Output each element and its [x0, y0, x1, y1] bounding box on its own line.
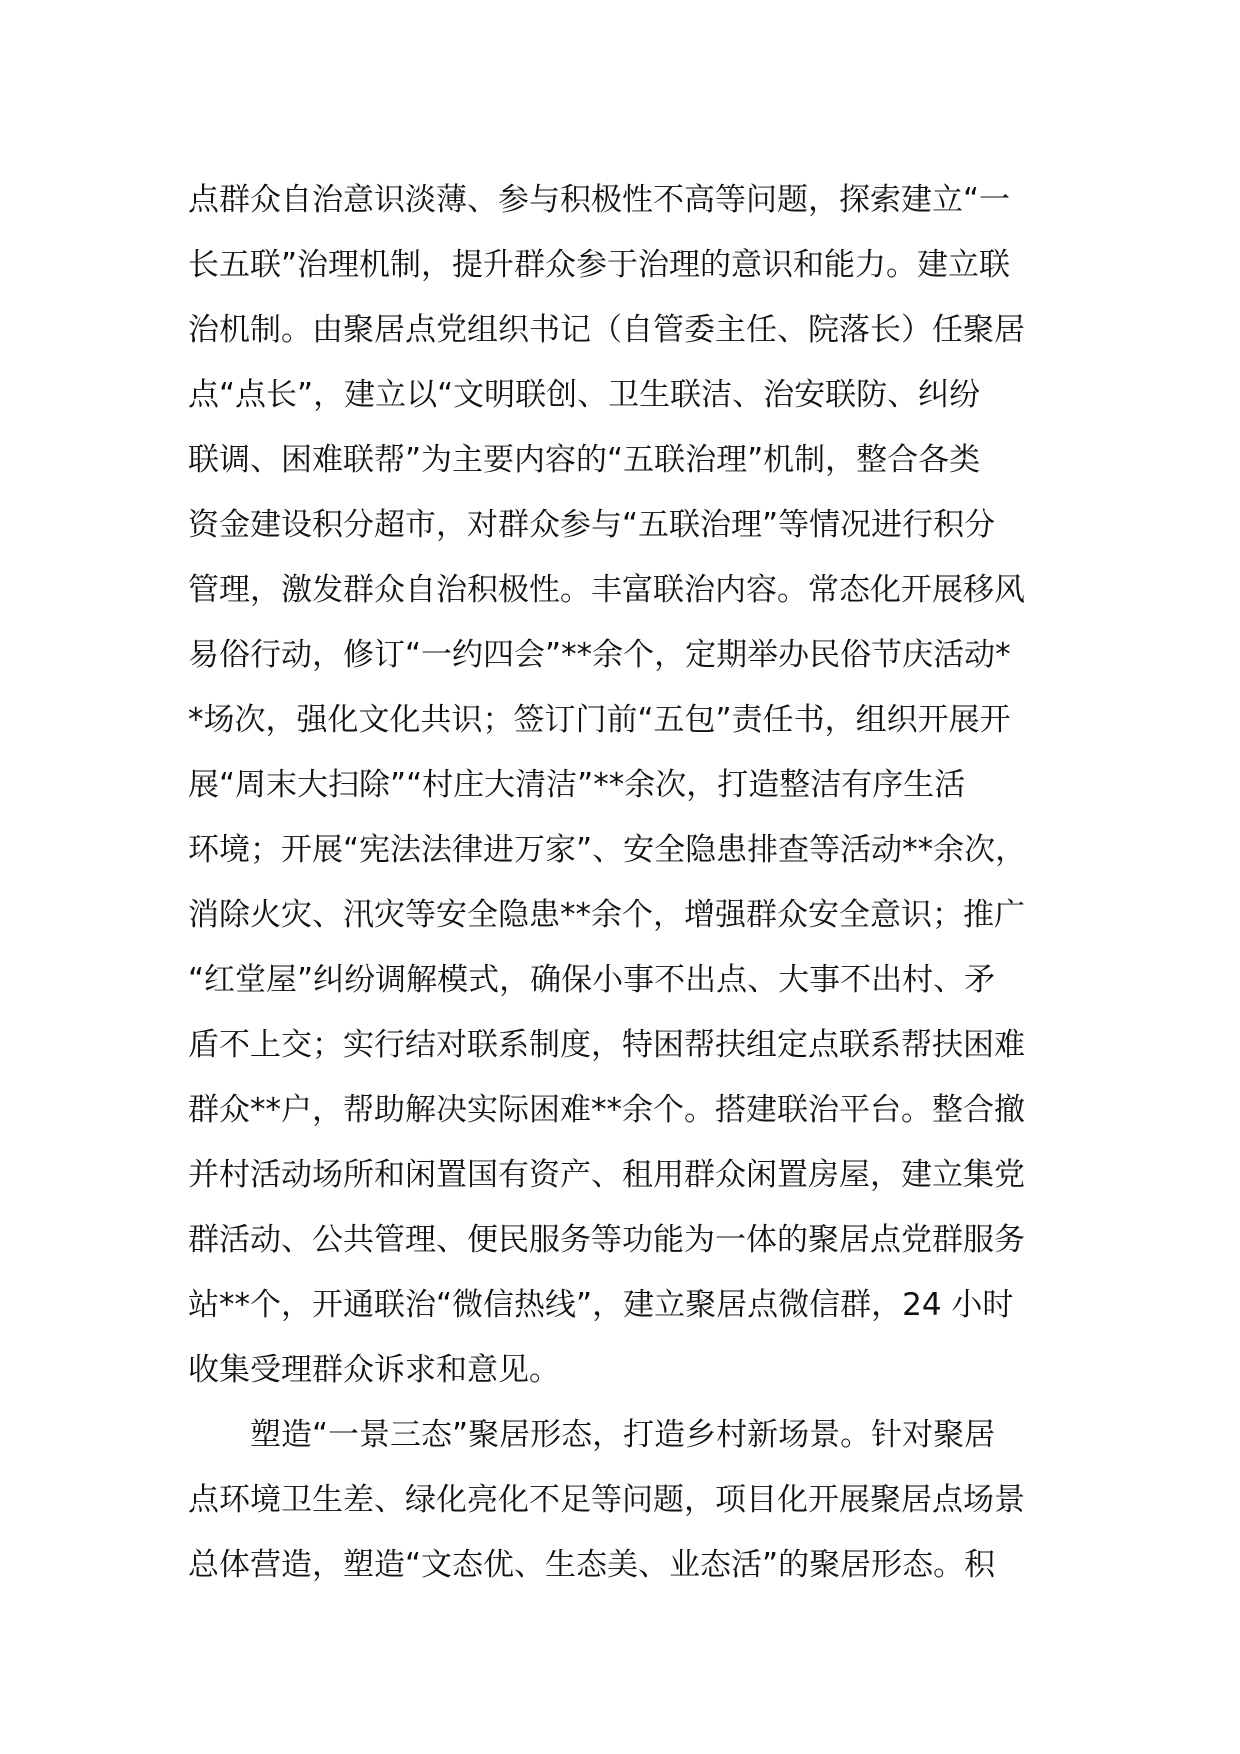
paragraph-1: [188, 168, 1068, 1403]
text-line: 资金建设积分超市，对群众参与“五联治理”等情况进行积分: [188, 507, 996, 543]
text-line: 展“周末大扫除”“村庄大清洁”**余次，打造整洁有序生活: [188, 767, 966, 803]
paragraph-2: [188, 1403, 1068, 1598]
text-line: 群活动、公共管理、便民服务等功能为一体的聚居点党群服务: [188, 1222, 1025, 1258]
text-line: *场次，强化文化共识；签订门前“五包”责任书，组织开展开: [188, 702, 1011, 738]
text-line: 并村活动场所和闲置国有资产、租用群众闲置房屋，建立集党: [188, 1157, 1025, 1193]
text-line: 塑造“一景三态”聚居形态，打造乡村新场景。针对聚居: [250, 1417, 996, 1453]
text-line: 长五联”治理机制，提升群众参于治理的意识和能力。建立联: [188, 247, 1011, 283]
text-line: 站**个，开通联治“微信热线”，建立聚居点微信群，24 小时: [188, 1287, 1014, 1323]
text-line: 联调、困难联帮”为主要内容的“五联治理”机制，整合各类: [188, 442, 981, 478]
text-line: 环境；开展“宪法法律进万家”、安全隐患排查等活动**余次，: [188, 832, 1027, 868]
text-line: 总体营造，塑造“文态优、生态美、业态活”的聚居形态。积: [188, 1547, 996, 1583]
text-line: 群众**户，帮助解决实际困难**余个。搭建联治平台。整合撤: [188, 1092, 1025, 1128]
text-line: 易俗行动，修订“一约四会”**余个，定期举办民俗节庆活动*: [188, 637, 1011, 673]
text-line: 盾不上交；实行结对联系制度，特困帮扶组定点联系帮扶困难: [188, 1027, 1025, 1063]
document-body: [188, 168, 1068, 1598]
text-line: 治机制。由聚居点党组织书记（自管委主任、院落长）任聚居: [188, 312, 1025, 348]
text-line: 点“点长”，建立以“文明联创、卫生联洁、治安联防、纠纷: [188, 377, 981, 413]
text-line: 点群众自治意识淡薄、参与积极性不高等问题，探索建立“一: [188, 182, 1011, 218]
text-line: 管理，激发群众自治积极性。丰富联治内容。常态化开展移风: [188, 572, 1025, 608]
text-line: 消除火灾、汛灾等安全隐患**余个，增强群众安全意识；推广: [188, 897, 1025, 933]
text-line: “红堂屋”纠纷调解模式，确保小事不出点、大事不出村、矛: [188, 962, 996, 998]
text-line: 点环境卫生差、绿化亮化不足等问题，项目化开展聚居点场景: [188, 1482, 1025, 1518]
text-line: 收集受理群众诉求和意见。: [188, 1352, 560, 1388]
